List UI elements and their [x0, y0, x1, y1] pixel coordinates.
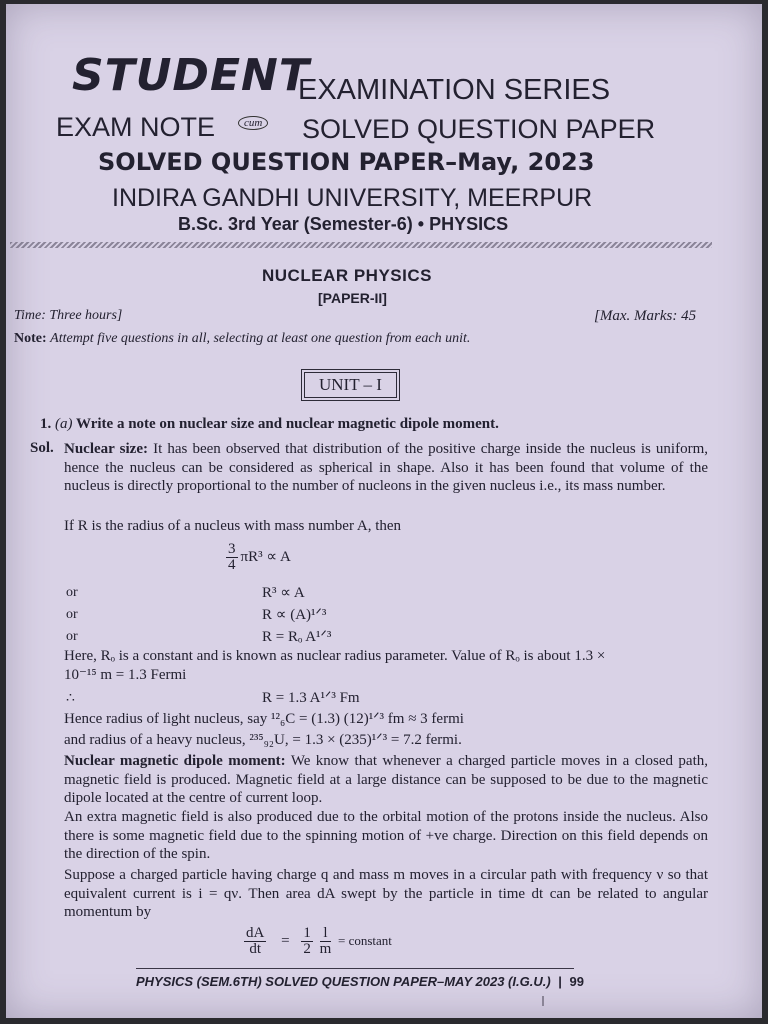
dipole-paragraph [64, 752, 708, 808]
fraction-denominator: 2 [303, 941, 311, 957]
nuclear-size-text: It has been observed that distribution of the positive charge inside the nucleus is uniform, hence the nucleus can be considered as spherical in shape. Also it has been found that volume of the nucleus is directly proportional to the number of nucleons in the given nucleus i.e., its mass number. [64, 441, 709, 494]
footer-separator: | [558, 974, 562, 989]
solved-question-paper-title: SOLVED QUESTION PAPER [302, 114, 656, 144]
suppose-paragraph: Suppose a charged particle having charge q and mass m moves in a circular path with frequency ν so that equivalent current is i = qν. Then area dA swept by the particle in time dt can be related to angular momentum by [64, 867, 708, 920]
fraction-da-dt [244, 926, 266, 957]
paper-code: [PAPER-II] [318, 290, 387, 306]
note-line [14, 331, 470, 347]
time-label: Time: Three hours] [14, 308, 123, 323]
here-line-1: Here, Rₒ is a constant and is known as nuclear radius parameter. Value of Rₒ is about 1.3 × [64, 648, 606, 664]
or-1: or [66, 585, 78, 600]
therefore-symbol: ∴ [66, 691, 75, 706]
fraction-l-m [320, 926, 332, 957]
course-title: B.Sc. 3rd Year (Semester-6) • PHYSICS [178, 214, 509, 234]
note-label: Note: [14, 331, 47, 346]
running-footer [136, 974, 584, 989]
equation-3: R ∝ (A)¹ᐟ³ [262, 607, 327, 623]
light-nucleus-line: Hence radius of light nucleus, say ¹²₆C = (1.3) (12)¹ᐟ³ fm ≈ 3 fermi [64, 711, 464, 727]
fraction-denominator: dt [249, 941, 261, 957]
equation-2: R³ ∝ A [262, 585, 305, 601]
nuclear-size-heading: Nuclear size: [64, 441, 148, 457]
unit-heading: UNIT – I [304, 372, 397, 398]
solved-may-title: SOLVED QUESTION PAPER–May, 2023 [98, 148, 595, 176]
question-part: (a) [55, 416, 73, 432]
extra-field-paragraph: An extra magnetic field is also produced due to the orbital motion of the protons inside the nucleus. Also there is some magnetic field due to the spinning motion of +ve charge. Direction on this field depends on the direction of the spin. [64, 809, 708, 862]
fraction-numerator: dA [246, 925, 265, 941]
max-marks-label: [Max. Marks: 45 [594, 308, 697, 324]
fraction-1-2 [301, 926, 313, 957]
or-3: or [66, 629, 78, 644]
equals-sign: = [281, 932, 290, 949]
exam-note-title: EXAM NOTE [56, 112, 216, 142]
paper-title: NUCLEAR PHYSICS [262, 266, 432, 285]
here-line-2: 10⁻¹⁵ m = 1.3 Fermi [64, 667, 187, 683]
nuclear-size-paragraph [64, 440, 708, 496]
equation-6-rest: = constant [337, 932, 392, 948]
dipole-heading: Nuclear magnetic dipole moment: [64, 753, 286, 769]
cum-badge: cum [238, 116, 268, 130]
equation-4: R = Rₒ A¹ᐟ³ [262, 629, 332, 645]
question-1a [40, 416, 499, 433]
page-mark [542, 996, 544, 1006]
document-page [6, 4, 762, 1018]
fraction-numerator: 1 [303, 925, 311, 941]
footer-rule [136, 968, 574, 969]
equation-1-rest: πR³ ∝ A [240, 548, 291, 565]
fraction-numerator: l [320, 926, 332, 942]
fraction-denominator: 4 [228, 557, 236, 573]
header-divider [10, 242, 712, 248]
footer-text: PHYSICS (SEM.6TH) SOLVED QUESTION PAPER–MAY 2023 (I.G.U.) [136, 974, 551, 989]
dipole-text: We know that whenever a charged particle moves in a closed path, magnetic field is produced. Magnetic field at a large distance can be supposed to be due to the magnetic dipole located at the centre of current loop. [64, 753, 709, 806]
brand-title: STUDENT [72, 50, 310, 101]
note-text: Attempt five questions in all, selecting at least one question from each unit. [50, 331, 471, 346]
page-number: 99 [569, 974, 585, 989]
fraction-3-4 [226, 542, 238, 573]
fraction-denominator: m [319, 941, 332, 957]
solution-label: Sol. [30, 440, 54, 456]
question-text: Write a note on nuclear size and nuclear magnetic dipole moment. [75, 416, 499, 432]
heavy-nucleus-line: and radius of a heavy nucleus, ²³⁵₉₂U, = 1.3 × (235)¹ᐟ³ = 7.2 fermi. [64, 732, 462, 748]
or-2: or [66, 607, 78, 622]
university-title: INDIRA GANDHI UNIVERSITY, MEERPUR [112, 184, 593, 212]
equation-1 [226, 542, 291, 573]
series-title: EXAMINATION SERIES [298, 74, 611, 106]
if-line: If R is the radius of a nucleus with mass number A, then [64, 518, 402, 534]
question-number: 1. [40, 416, 52, 432]
equation-5: R = 1.3 A¹ᐟ³ Fm [262, 690, 360, 706]
equation-6 [244, 926, 392, 957]
fraction-numerator: 3 [228, 541, 236, 557]
